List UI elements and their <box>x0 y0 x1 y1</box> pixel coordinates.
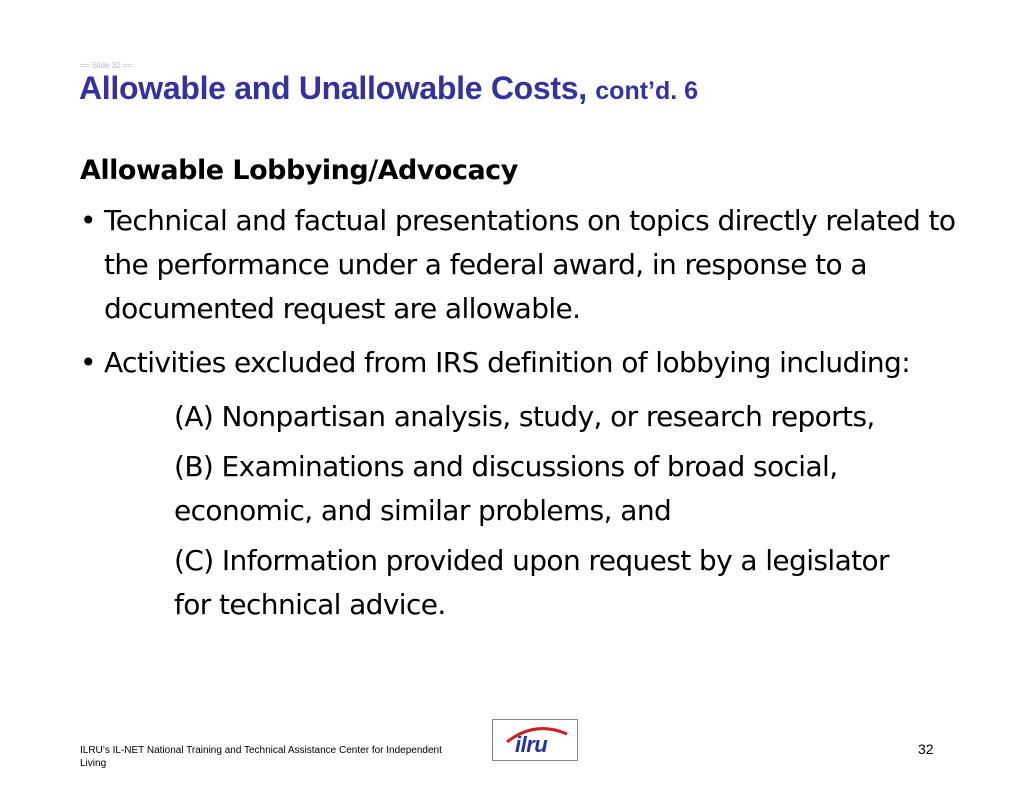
slide-tag: == Slide 32 == <box>80 61 133 70</box>
ilru-logo-icon <box>492 719 578 761</box>
bullet-item <box>80 341 980 385</box>
sub-item: (C) Information provided upon request by a legislator for technical advice. <box>174 544 889 621</box>
bullet-item <box>80 199 980 331</box>
footer-text: ILRU’s IL-NET National Training and Technical Assistance Center for Independent Living <box>80 745 442 769</box>
page-number: 32 <box>918 741 934 757</box>
bullet-dot-icon: • <box>80 346 96 379</box>
title-main: Allowable and Unallowable Costs, <box>79 70 587 106</box>
title-sub: cont’d. 6 <box>595 77 699 105</box>
sub-item-list <box>80 395 980 627</box>
slide-content <box>80 155 980 633</box>
bullet-dot-icon: • <box>80 204 96 237</box>
sub-item: (A) Nonpartisan analysis, study, or research reports, <box>174 400 875 433</box>
bullet-text: Technical and factual presentations on topics directly related to the performance under a federal award, in response to a documented request are allowable. <box>104 204 956 325</box>
bullet-text: Activities excluded from IRS definition of lobbying including: <box>104 346 911 379</box>
logo-text: ilru <box>515 732 548 757</box>
sub-item: (B) Examinations and discussions of broad social, economic, and similar problems, and <box>174 450 838 527</box>
slide-title <box>79 70 698 107</box>
section-heading: Allowable Lobbying/Advocacy <box>80 155 518 186</box>
